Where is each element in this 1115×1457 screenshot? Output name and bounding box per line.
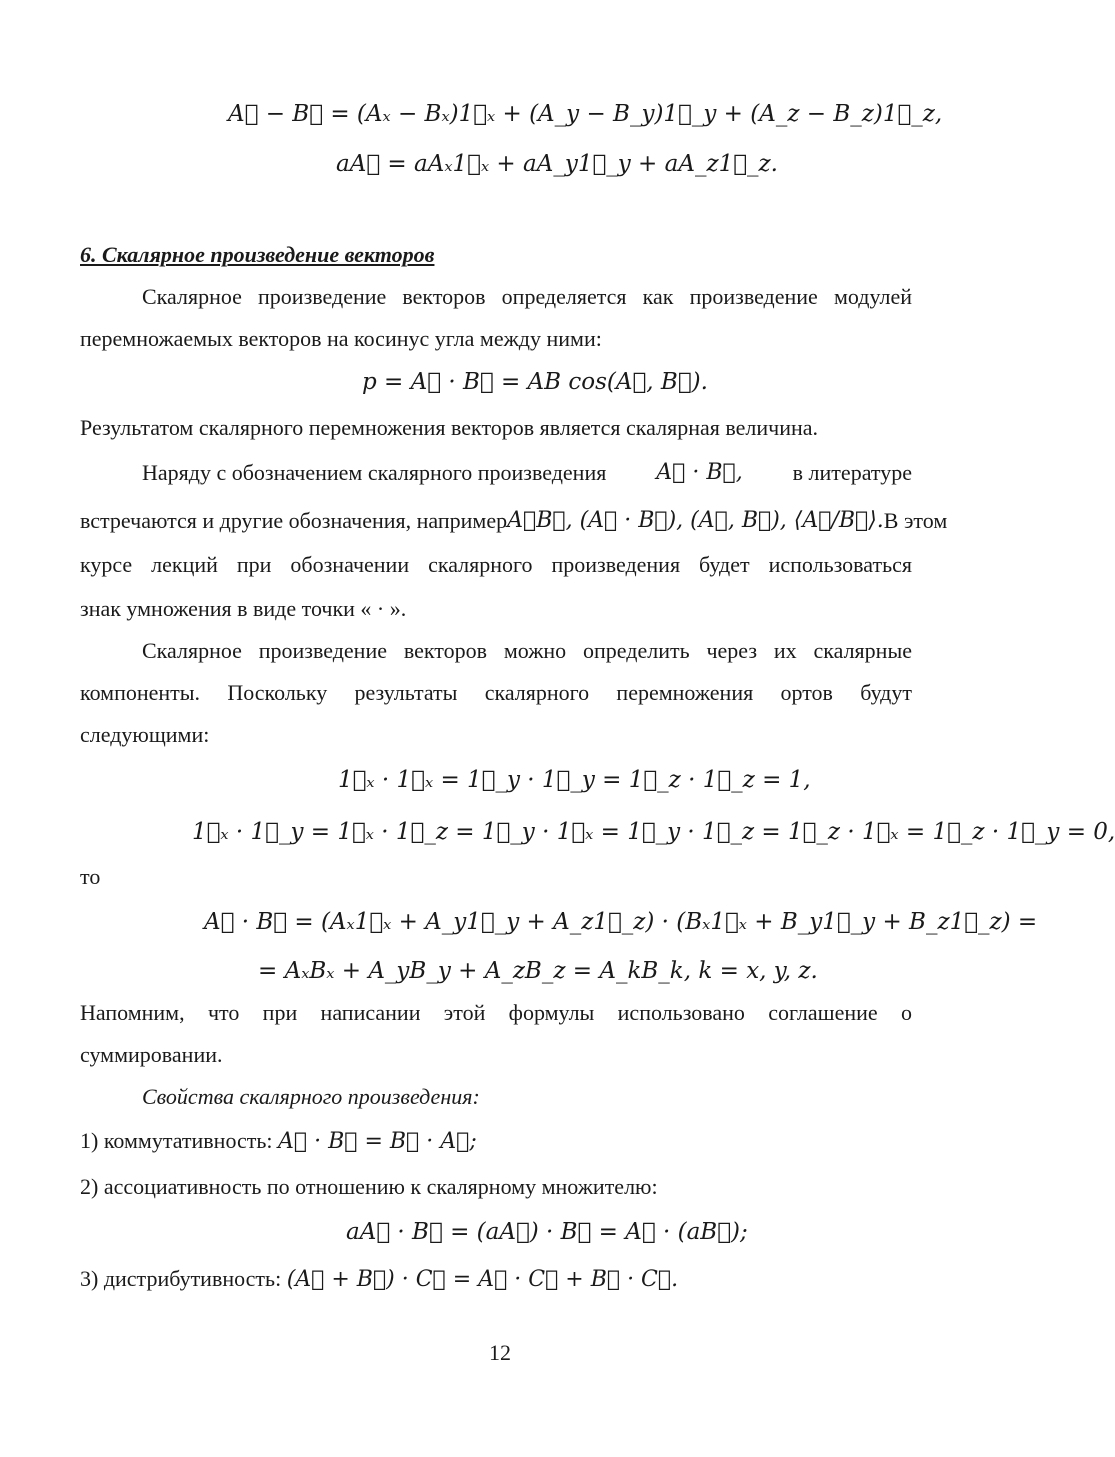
property-associativity: 2) ассоциативность по отношению к скалярному множителю: [80,1174,658,1199]
word-to: то [80,864,101,889]
formula-associativity: aA⃗ · B⃗ = (aA⃗) · B⃗ = A⃗ · (aB⃗); [346,1219,748,1245]
paragraph-components-line-1: Скалярное произведение векторов можно определить через их скалярные [142,638,912,663]
formula-vector-difference: A⃗ − B⃗ = (Aₓ − Bₓ)1⃗ₓ + (A_y − B_y)1⃗_y + (A_z − B_z)1⃗_z, [228,101,943,127]
paragraph-definition-line-2: перемножаемых векторов на косинус угла между ними: [80,326,602,351]
notation-tail-2: В этом [883,508,948,533]
notation-text-2: встречаются и другие обозначения, например [80,508,508,533]
properties-title: Свойства скалярного произведения: [142,1084,480,1109]
formula-unit-vectors-zero: 1⃗ₓ · 1⃗_y = 1⃗ₓ · 1⃗_z = 1⃗_y · 1⃗ₓ = 1⃗_y · 1⃗_z = 1⃗_z · 1⃗ₓ = 1⃗_z · 1⃗_y = 0, [192,819,1115,845]
paragraph-notation-line-1 [142,458,912,488]
page-number: 12 [489,1340,511,1365]
formula-dot-product-definition: p = A⃗ · B⃗ = AB cos(A⃗, B⃗). [362,369,708,395]
formula-unit-vectors-one: 1⃗ₓ · 1⃗ₓ = 1⃗_y · 1⃗_y = 1⃗_z · 1⃗_z = 1, [338,767,811,793]
paragraph-definition-line-1: Скалярное произведение векторов определяется как произведение модулей [142,284,912,309]
paragraph-notation-line-3: курсе лекций при обозначении скалярного произведения будет использоваться [80,552,912,577]
property-1-math: A⃗ · B⃗ = B⃗ · A⃗; [278,1129,477,1154]
notation-text: Наряду с обозначением скалярного произведения [142,460,607,485]
property-3-text: 3) дистрибутивность: [80,1266,282,1291]
paragraph-result: Результатом скалярного перемножения векторов является скалярная величина. [80,415,818,440]
property-commutativity [80,1126,477,1157]
paragraph-components-line-3: следующими: [80,722,210,747]
notation-math: A⃗ · B⃗, [656,460,743,485]
property-3-math: (A⃗ + B⃗) · C⃗ = A⃗ · C⃗ + B⃗ · C⃗. [286,1267,679,1292]
paragraph-notation-line-4: знак умножения в виде точки « · ». [80,596,407,621]
paragraph-summation-line-2: суммировании. [80,1042,223,1067]
formula-dot-product-expansion: A⃗ · B⃗ = (Aₓ1⃗ₓ + A_y1⃗_y + A_z1⃗_z) · (Bₓ1⃗ₓ + B_y1⃗_y + B_z1⃗_z) = [204,909,1038,935]
notation-tail: в литературе [792,460,912,485]
property-distributivity [80,1264,678,1295]
paragraph-summation-line-1: Напомним, что при написании этой формулы использовано соглашение о [80,1000,912,1025]
property-1-text: 1) коммутативность: [80,1128,273,1153]
paragraph-notation-line-2 [80,506,948,536]
formula-dot-product-result: = AₓBₓ + A_yB_y + A_zB_z = A_kB_k, k = x, y, z. [258,958,818,984]
formula-scalar-multiple: aA⃗ = aAₓ1⃗ₓ + aA_y1⃗_y + aA_z1⃗_z. [336,151,778,177]
section-heading: 6. Скалярное произведение векторов [80,242,435,267]
notation-math-2: A⃗B⃗, (A⃗ · B⃗), (A⃗, B⃗), ⟨A⃗/B⃗⟩. [507,508,884,533]
paragraph-components-line-2: компоненты. Поскольку результаты скалярного перемножения ортов будут [80,680,912,705]
